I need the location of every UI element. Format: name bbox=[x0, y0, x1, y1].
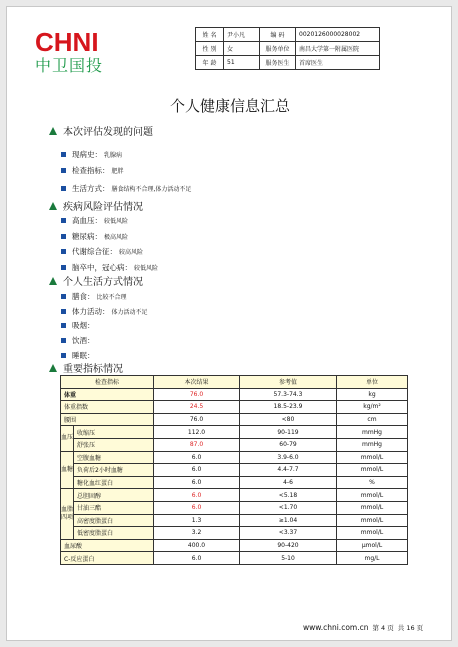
chni-logo bbox=[35, 29, 103, 76]
indicator-reference: <3.37 bbox=[240, 527, 337, 540]
indicators-table bbox=[60, 375, 408, 565]
lifestyle-label: 吸烟： bbox=[72, 321, 95, 330]
indicator-name: 腰围 bbox=[61, 413, 154, 426]
indicator-result: 76.0 bbox=[154, 388, 240, 401]
square-bullet-icon bbox=[61, 152, 66, 157]
problem-label: 现病史： bbox=[72, 150, 102, 159]
indicator-unit: mmol/L bbox=[337, 464, 408, 477]
risk-value: 极高风险 bbox=[104, 234, 129, 241]
section-indicators-title: 重要指标情况 bbox=[63, 364, 123, 375]
lifestyle-item bbox=[61, 306, 148, 317]
indicator-name: 体重 bbox=[61, 388, 154, 401]
risk-item bbox=[61, 231, 128, 242]
square-bullet-icon bbox=[61, 186, 66, 191]
section-problems bbox=[49, 123, 153, 138]
indicator-result: 76.0 bbox=[154, 413, 240, 426]
section-risk bbox=[49, 198, 143, 213]
indicator-name: 糖化血红蛋白 bbox=[74, 476, 154, 489]
page-title: 个人健康信息汇总 bbox=[169, 97, 290, 115]
section-lifestyle bbox=[49, 273, 143, 288]
problem-value: 乳腺病 bbox=[104, 152, 123, 159]
risk-item bbox=[61, 262, 158, 273]
table-row bbox=[61, 388, 408, 401]
problem-value: 膳食结构不合理,体力活动不足 bbox=[111, 186, 192, 193]
indicator-reference: <5.18 bbox=[240, 489, 337, 502]
indicator-reference: 60-79 bbox=[240, 438, 337, 451]
indicator-name: 体重指数 bbox=[61, 401, 154, 414]
table-row bbox=[61, 539, 408, 552]
name-label: 姓 名 bbox=[196, 28, 224, 42]
problem-item bbox=[61, 165, 124, 176]
table-header-row bbox=[61, 376, 408, 389]
lifestyle-item bbox=[61, 320, 97, 331]
problem-value: 肥胖 bbox=[111, 168, 124, 175]
table-row bbox=[61, 413, 408, 426]
indicator-name: 甘油三酯 bbox=[74, 501, 154, 514]
indicator-result: 24.5 bbox=[154, 401, 240, 414]
lifestyle-label: 膳食： bbox=[72, 292, 95, 301]
indicator-unit: cm bbox=[337, 413, 408, 426]
header-reference: 参考值 bbox=[240, 376, 337, 389]
table-row bbox=[61, 501, 408, 514]
footer-url[interactable]: www.chni.com.cn bbox=[303, 623, 369, 632]
doctor-label: 服务医生 bbox=[260, 56, 296, 70]
indicator-reference: 4.4-7.7 bbox=[240, 464, 337, 477]
risk-item bbox=[61, 246, 143, 257]
indicator-reference: ≥1.04 bbox=[240, 514, 337, 527]
risk-label: 糖尿病： bbox=[72, 232, 102, 241]
square-bullet-icon bbox=[61, 338, 66, 343]
table-row bbox=[61, 514, 408, 527]
group-blood-lipids: 血脂四项 bbox=[61, 489, 74, 539]
indicator-reference: 5-10 bbox=[240, 552, 337, 565]
lifestyle-item bbox=[61, 291, 127, 302]
code-label: 编 码 bbox=[260, 28, 296, 42]
table-row bbox=[61, 527, 408, 540]
table-row bbox=[61, 552, 408, 565]
problem-item bbox=[61, 149, 122, 160]
triangle-bullet-icon bbox=[49, 364, 57, 372]
table-row bbox=[61, 489, 408, 502]
indicator-reference: 3.9-6.0 bbox=[240, 451, 337, 464]
indicator-result: 6.0 bbox=[154, 476, 240, 489]
patient-info-table bbox=[195, 27, 380, 70]
indicator-name: 负荷后2小时血糖 bbox=[74, 464, 154, 477]
indicator-result: 1.3 bbox=[154, 514, 240, 527]
group-blood-glucose: 血糖 bbox=[61, 451, 74, 489]
indicator-unit: mg/L bbox=[337, 552, 408, 565]
indicator-name: 高密度脂蛋白 bbox=[74, 514, 154, 527]
problem-label: 检查指标： bbox=[72, 166, 110, 175]
name-value: 尹小凡 bbox=[224, 28, 260, 42]
indicator-result: 87.0 bbox=[154, 438, 240, 451]
lifestyle-value: 体力活动不足 bbox=[111, 309, 148, 316]
lifestyle-value: 比较不合理 bbox=[96, 294, 127, 301]
logo-en: CHNI bbox=[35, 27, 99, 57]
lifestyle-label: 睡眠： bbox=[72, 351, 95, 360]
risk-value: 较高风险 bbox=[119, 249, 144, 256]
indicator-result: 6.0 bbox=[154, 552, 240, 565]
indicator-reference: 90-119 bbox=[240, 426, 337, 439]
indicator-unit: mmHg bbox=[337, 426, 408, 439]
indicator-result: 112.0 bbox=[154, 426, 240, 439]
header-result: 本次结果 bbox=[154, 376, 240, 389]
indicator-result: 3.2 bbox=[154, 527, 240, 540]
indicator-unit: kg bbox=[337, 388, 408, 401]
indicator-unit: mmol/L bbox=[337, 489, 408, 502]
square-bullet-icon bbox=[61, 218, 66, 223]
table-row bbox=[61, 401, 408, 414]
problem-item bbox=[61, 183, 191, 194]
doctor-value: 首席医生 bbox=[296, 56, 380, 70]
risk-label: 高血压： bbox=[72, 216, 102, 225]
section-problems-title: 本次评估发现的问题 bbox=[63, 127, 153, 138]
indicator-unit: mmol/L bbox=[337, 527, 408, 540]
table-row bbox=[61, 426, 408, 439]
indicator-unit: kg/m² bbox=[337, 401, 408, 414]
square-bullet-icon bbox=[61, 234, 66, 239]
square-bullet-icon bbox=[61, 294, 66, 299]
square-bullet-icon bbox=[61, 168, 66, 173]
group-blood-pressure: 血压 bbox=[61, 426, 74, 451]
indicator-result: 6.0 bbox=[154, 489, 240, 502]
indicator-unit: mmHg bbox=[337, 438, 408, 451]
indicator-reference: <1.70 bbox=[240, 501, 337, 514]
square-bullet-icon bbox=[61, 249, 66, 254]
indicator-unit: mmol/L bbox=[337, 501, 408, 514]
indicator-result: 400.0 bbox=[154, 539, 240, 552]
indicator-result: 6.0 bbox=[154, 464, 240, 477]
footer-page-total: 共 16 页 bbox=[397, 624, 424, 632]
code-value: 0020126000028002 bbox=[296, 28, 380, 42]
square-bullet-icon bbox=[61, 323, 66, 328]
square-bullet-icon bbox=[61, 353, 66, 358]
section-indicators bbox=[49, 360, 123, 375]
indicator-unit: μmol/L bbox=[337, 539, 408, 552]
indicator-unit: % bbox=[337, 476, 408, 489]
lifestyle-label: 饮酒： bbox=[72, 336, 95, 345]
indicator-reference: 90-420 bbox=[240, 539, 337, 552]
risk-item bbox=[61, 215, 128, 226]
indicator-name: 舒张压 bbox=[74, 438, 154, 451]
indicator-unit: mmol/L bbox=[337, 451, 408, 464]
indicator-result: 6.0 bbox=[154, 451, 240, 464]
unit-value: 南昌大学第一附属医院 bbox=[296, 42, 380, 56]
indicator-reference: 4-6 bbox=[240, 476, 337, 489]
indicator-name: 血尿酸 bbox=[61, 539, 154, 552]
age-label: 年 龄 bbox=[196, 56, 224, 70]
report-page bbox=[6, 6, 452, 641]
problem-label: 生活方式： bbox=[72, 184, 110, 193]
logo-cn: 中卫国投 bbox=[35, 56, 104, 75]
triangle-bullet-icon bbox=[49, 277, 57, 285]
triangle-bullet-icon bbox=[49, 127, 57, 135]
indicator-reference: <80 bbox=[240, 413, 337, 426]
square-bullet-icon bbox=[61, 309, 66, 314]
header-unit: 单位 bbox=[337, 376, 408, 389]
section-lifestyle-title: 个人生活方式情况 bbox=[63, 277, 143, 288]
page-footer bbox=[303, 623, 423, 632]
indicator-reference: 18.5-23.9 bbox=[240, 401, 337, 414]
gender-value: 女 bbox=[224, 42, 260, 56]
indicator-result: 6.0 bbox=[154, 501, 240, 514]
risk-label: 脑卒中，冠心病： bbox=[72, 263, 132, 272]
header-indicator: 检查指标 bbox=[61, 376, 154, 389]
triangle-bullet-icon bbox=[49, 202, 57, 210]
footer-page-number: 第 4 页 bbox=[372, 624, 394, 632]
age-value: 51 bbox=[224, 56, 260, 70]
lifestyle-label: 体力活动： bbox=[72, 307, 110, 316]
indicator-name: 总胆固醇 bbox=[74, 489, 154, 502]
section-risk-title: 疾病风险评估情况 bbox=[63, 202, 143, 213]
square-bullet-icon bbox=[61, 265, 66, 270]
risk-label: 代谢综合征： bbox=[72, 247, 117, 256]
risk-value: 较低风险 bbox=[104, 218, 129, 225]
unit-label: 服务单位 bbox=[260, 42, 296, 56]
indicator-unit: mmol/L bbox=[337, 514, 408, 527]
table-row bbox=[61, 464, 408, 477]
indicator-reference: 57.3-74.3 bbox=[240, 388, 337, 401]
indicator-name: 空腹血糖 bbox=[74, 451, 154, 464]
risk-value: 较低风险 bbox=[134, 265, 159, 272]
indicator-name: 低密度脂蛋白 bbox=[74, 527, 154, 540]
lifestyle-item bbox=[61, 335, 97, 346]
table-row bbox=[61, 451, 408, 464]
table-row bbox=[61, 476, 408, 489]
indicator-name: C-反应蛋白 bbox=[61, 552, 154, 565]
indicator-name: 收缩压 bbox=[74, 426, 154, 439]
table-row bbox=[61, 438, 408, 451]
gender-label: 性 别 bbox=[196, 42, 224, 56]
